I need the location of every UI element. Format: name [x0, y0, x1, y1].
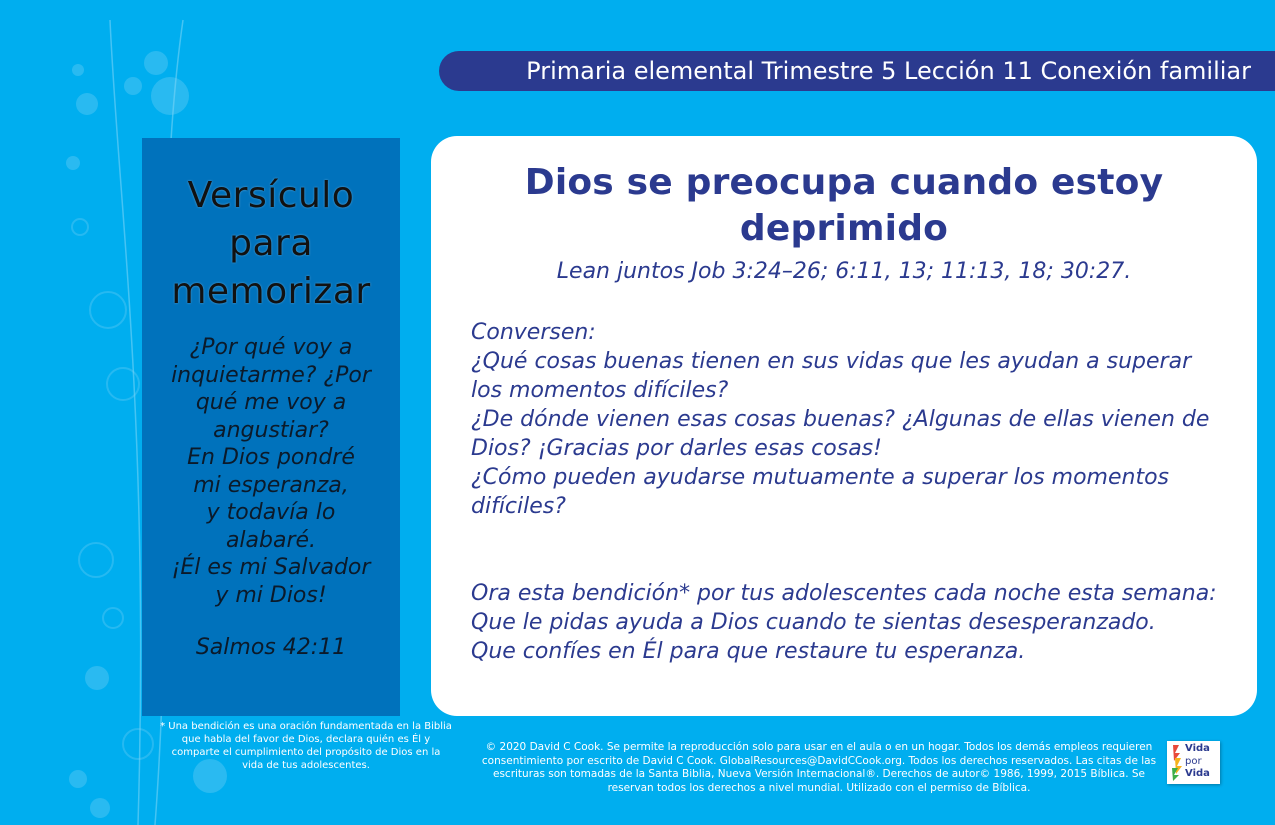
scripture-reading: Lean juntos Job 3:24–26; 6:11, 13; 11:13, 18; 30:27. — [556, 259, 1132, 284]
copyright-notice: © 2020 David C Cook. Se permite la reproducción solo para usar en el aula o en un hogar. Todos los demás empleos requieren consentimiento por escrito de David C Cook. GlobalResources@DavidCCook.org. Todos los derechos reservados. Las citas de las escrituras son tomadas de la Santa Biblia, Nueva Versión Internacional®. Derechos de autor© 1986, 1999, 2015 Bíblica. Se reservan todos los derechos a nivel mundial. Utilizado con el permiso de Bíblica. — [481, 741, 1157, 794]
heading-line: memorizar — [171, 271, 371, 312]
verse-line: inquietarme? ¿Por — [171, 362, 371, 388]
verse-line: angustiar? — [213, 417, 329, 443]
verse-line: mi esperanza, — [193, 472, 349, 498]
blessing-footnote: * Una bendición es una oración fundamentada en la Biblia que habla del favor de Dios, declara quién es Él y comparte el cumplimiento del propósito de Dios en la vida de tus adolescentes. — [160, 721, 452, 771]
lesson-title: Dios se preocupa cuando estoy deprimido — [524, 162, 1164, 249]
vida-por-vida-logo — [1167, 741, 1220, 784]
logo-line: Vida — [1185, 743, 1210, 754]
verse-reference: Salmos 42:11 — [195, 635, 347, 660]
logo-text — [1185, 743, 1210, 781]
verse-line: En Dios pondré — [187, 445, 355, 470]
memory-verse-heading — [142, 172, 400, 316]
logo-line: por — [1185, 755, 1202, 767]
discussion-section — [471, 318, 1217, 521]
discussion-question: ¿Cómo pueden ayudarse mutuamente a superar los momentos difíciles? — [471, 465, 1169, 519]
memory-verse-text — [142, 334, 400, 609]
blessing-section — [471, 579, 1217, 666]
verse-line: y mi Dios! — [215, 582, 327, 608]
heading-line: Versículo — [187, 175, 355, 216]
discussion-heading: Conversen: — [471, 320, 596, 345]
lesson-header: Primaria elemental Trimestre 5 Lección 11 Conexión familiar — [439, 51, 1275, 91]
verse-line: ¿Por qué voy a — [189, 335, 353, 360]
logo-line: Vida — [1185, 768, 1210, 779]
lesson-card — [431, 136, 1257, 716]
verse-line: alabaré. — [225, 527, 317, 553]
verse-line: y todavía lo — [206, 500, 336, 525]
blessing-intro: Ora esta bendición* por tus adolescentes cada noche esta semana: — [471, 581, 1217, 606]
discussion-question: ¿De dónde vienen esas cosas buenas? ¿Algunas de ellas vienen de Dios? ¡Gracias por darles esas cosas! — [471, 407, 1210, 461]
logo-mark-icon — [1169, 744, 1185, 782]
verse-line: ¡Él es mi Salvador — [171, 555, 371, 580]
memory-verse-panel — [142, 138, 400, 716]
verse-line: qué me voy a — [195, 390, 347, 415]
discussion-question: ¿Qué cosas buenas tienen en sus vidas que les ayudan a superar los momentos difíciles? — [471, 349, 1192, 403]
blessing-line: Que confíes en Él para que restaure tu esperanza. — [471, 639, 1026, 664]
heading-line: para — [229, 223, 313, 264]
blessing-line: Que le pidas ayuda a Dios cuando te sientas desesperanzado. — [471, 610, 1156, 635]
